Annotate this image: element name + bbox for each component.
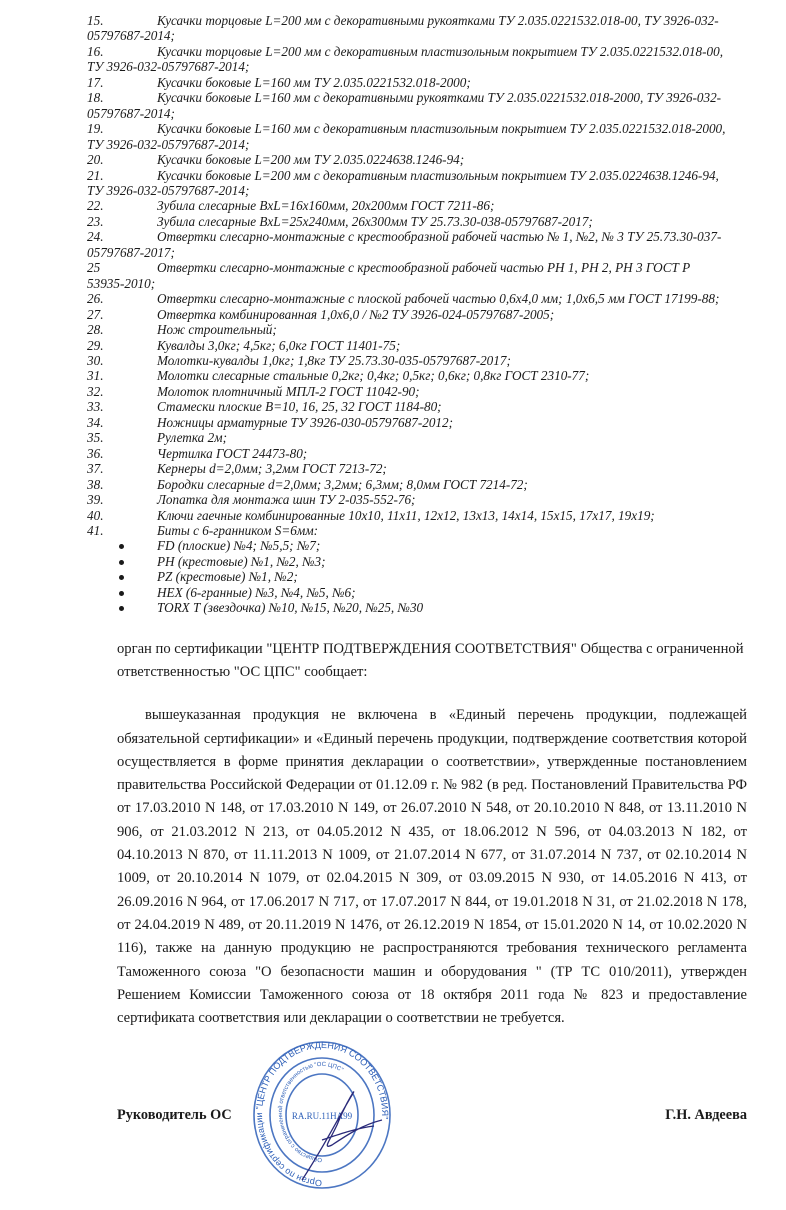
item-text: Стамески плоские В=10, 16, 25, 32 ГОСТ 1184-80; — [157, 399, 442, 415]
item-number: 34. — [87, 414, 104, 430]
list-item — [87, 214, 730, 229]
item-number: 24. — [87, 229, 104, 245]
item-number: 32. — [87, 383, 104, 399]
item-text: Нож строительный; — [157, 322, 277, 338]
item-number: 22. — [87, 198, 104, 214]
signatory-role: Руководитель ОС — [117, 1106, 232, 1123]
list-item — [87, 523, 730, 538]
item-number: 33. — [87, 399, 104, 415]
item-number: 21. — [87, 167, 104, 183]
item-number: 30. — [87, 352, 104, 368]
bullet-item — [87, 569, 730, 584]
item-text: Кусачки боковые L=160 мм с декоративными рукоятками ТУ 2.035.0221532.018-2000, ТУ 3926-032-05797687-2014; — [87, 90, 722, 121]
item-text: Ключи гаечные комбинированные 10x10, 11x11, 12x12, 13x13, 14x14, 15x15, 17x17, 19x19; — [157, 507, 655, 523]
item-number: 40. — [87, 507, 104, 523]
item-text: Зубила слесарные BxL=16x160мм, 20x200мм ГОСТ 7211-86; — [157, 198, 495, 214]
item-text: Ножницы арматурные ТУ 3926-030-05797687-2012; — [157, 414, 453, 430]
list-item — [87, 260, 730, 291]
list-item — [87, 461, 730, 476]
list-item — [87, 384, 730, 399]
bullet-item — [87, 600, 730, 615]
bullet-icon — [119, 575, 124, 580]
item-text: Кусачки торцовые L=200 мм с декоративными рукоятками ТУ 2.035.0221532.018-00, ТУ 3926-032-05797687-2014; — [87, 13, 719, 44]
list-item — [87, 446, 730, 461]
bit-types-list — [87, 538, 730, 615]
intro-paragraph: орган по сертификации "ЦЕНТР ПОДТВЕРЖДЕНИЯ СООТВЕТСТВИЯ" Общества с ограниченной ответственностью "ОС ЦПС" сообщает: — [117, 640, 744, 680]
stamp-code: RA.RU.11HA99 — [291, 1111, 352, 1122]
bullet-text: HEX (6-гранные) №3, №4, №5, №6; — [157, 584, 356, 600]
item-text: Кусачки боковые L=160 мм ТУ 2.035.0221532.018-2000; — [157, 74, 471, 90]
bullet-text: PZ (крестовые) №1, №2; — [157, 569, 298, 585]
bullet-item — [87, 585, 730, 600]
list-item — [87, 508, 730, 523]
item-number: 26. — [87, 291, 104, 307]
item-number: 23. — [87, 213, 104, 229]
item-text: Кувалды 3,0кг; 4,5кг; 6,0кг ГОСТ 11401-75; — [157, 337, 401, 353]
item-text: Молоток плотничный МПЛ-2 ГОСТ 11042-90; — [157, 383, 420, 399]
item-text: Бородки слесарные d=2,0мм; 3,2мм; 6,3мм; 8,0мм ГОСТ 7214-72; — [157, 476, 528, 492]
item-text: Кусачки боковые L=200 мм с декоративным пластизольным покрытием ТУ 2.035.0224638.1246-94, ТУ 3926-032-05797687-2014; — [87, 167, 719, 198]
item-text: Кусачки боковые L=160 мм с декоративным пластизольным покрытием ТУ 2.035.0221532.018-2000, ТУ 3926-032-05797687-2014; — [87, 121, 726, 152]
list-item — [87, 13, 730, 44]
item-text: Рулетка 2м; — [157, 430, 227, 446]
item-number: 37. — [87, 461, 104, 477]
bullet-text: PH (крестовые) №1, №2, №3; — [157, 553, 326, 569]
list-item — [87, 229, 730, 260]
list-item — [87, 368, 730, 383]
bullet-icon — [119, 544, 124, 549]
item-text: Кернеры d=2,0мм; 3,2мм ГОСТ 7213-72; — [157, 461, 387, 477]
bullet-icon — [119, 591, 124, 596]
item-number: 16. — [87, 43, 104, 59]
list-item — [87, 430, 730, 445]
item-number: 15. — [87, 13, 104, 28]
bullet-icon — [119, 560, 124, 565]
list-item — [87, 75, 730, 90]
body-paragraph: вышеуказанная продукция не включена в «Единый перечень продукции, подлежащей обязательной сертификации» и «Единый перечень продукции, подтверждение соответствия которой осуществляется в форме принятия декларации о соответствии», утвержденные постановлением правительства Российской Федерации от 01.12.09 г. № 982 (в ред. Постановлений Правительства РФ от 17.03.2010 N 148, от 17.03.2010 N 149, от 26.07.2010 N 548, от 20.10.2010 N 848, от 13.11.2010 N 906, от 21.03.2012 N 213, от 04.05.2012 N 435, от 18.06.2012 N 596, от 04.03.2013 N 182, от 04.10.2013 N 870, от 11.11.2013 N 1009, от 21.07.2014 N 677, от 31.07.2014 N 737, от 02.10.2014 N 1009, от 20.10.2014 N 1079, от 02.04.2015 N 309, от 03.09.2015 N 930, от 14.05.2016 N 413, от 26.09.2016 N 964, от 17.06.2017 N 717, от 17.07.2017 N 844, от 19.01.2018 N 31, от 21.02.2018 N 178, от 24.04.2019 N 489, от 20.11.2019 N 1476, от 26.12.2019 N 1854, от 15.01.2020 N 14, от 10.02.2020 N 116), также на данную продукцию не распространяются требования технического регламента Таможенного союза "О безопасности машин и оборудования " (ТР ТС 010/2011), утвержден Решением Комиссии Таможенного союза от 18 октября 2011 года № 823 и предоставление сертификата соответствия или декларации о соответствии не требуется. — [117, 707, 747, 1027]
item-number: 25 — [87, 260, 101, 276]
list-item — [87, 399, 730, 414]
item-number: 19. — [87, 121, 104, 137]
item-number: 31. — [87, 368, 104, 384]
item-text: Кусачки торцовые L=200 мм с декоративным пластизольным покрытием ТУ 2.035.0221532.018-00, ТУ 3926-032-05797687-2014; — [87, 43, 724, 75]
item-text: Биты с 6-гранником S=6мм: — [157, 522, 319, 538]
list-item — [87, 168, 730, 199]
bullet-item — [87, 554, 730, 569]
item-text: Чертилка ГОСТ 24473-80; — [157, 445, 308, 461]
list-item — [87, 415, 730, 430]
list-item — [87, 198, 730, 213]
item-number: 27. — [87, 306, 104, 322]
item-text: Отвертки слесарно-монтажные с плоской рабочей частью 0,6х4,0 мм; 1,0х6,5 мм ГОСТ 17199-88; — [157, 291, 720, 307]
item-text: Лопатка для монтажа шин ТУ 2-035-552-76; — [157, 492, 416, 508]
item-number: 28. — [87, 322, 104, 338]
item-number: 39. — [87, 492, 104, 508]
item-text: Отвертка комбинированная 1,0х6,0 / №2 ТУ 3926-024-05797687-2005; — [157, 306, 555, 322]
list-item — [87, 477, 730, 492]
product-list — [87, 13, 730, 616]
stamp-inner-text: Общество с ограниченной ответственностью "ОС ЦПС" — [277, 1062, 344, 1163]
signatory-name: Г.Н. Авдеева — [665, 1106, 747, 1123]
item-number: 17. — [87, 74, 104, 90]
signature-row — [117, 1040, 747, 1190]
item-number: 35. — [87, 430, 104, 446]
list-item — [87, 353, 730, 368]
bullet-text: FD (плоские) №4; №5,5; №7; — [157, 538, 321, 554]
item-text: Молотки слесарные стальные 0,2кг; 0,4кг; 0,5кг; 0,6кг; 0,8кг ГОСТ 2310-77; — [157, 368, 590, 384]
item-text: Молотки-кувалды 1,0кг; 1,8кг ТУ 25.73.30-035-05797687-2017; — [157, 352, 511, 368]
item-number: 36. — [87, 445, 104, 461]
list-item — [87, 121, 730, 152]
list-item — [87, 152, 730, 167]
item-number: 20. — [87, 152, 104, 168]
list-item — [87, 307, 730, 322]
list-item — [87, 338, 730, 353]
list-item — [87, 322, 730, 337]
stamp-outer-text: Орган по сертификации "ЦЕНТР ПОДТВЕРЖДЕНИЯ СООТВЕТСТВИЯ" — [253, 1040, 390, 1189]
item-text: Отвертки слесарно-монтажные с крестообразной рабочей частью РН 1, РН 2, РН 3 ГОСТ Р 53935-2010; — [87, 260, 691, 291]
item-text: Зубила слесарные BxL=25x240мм, 26x300мм ТУ 25.73.30-038-05797687-2017; — [157, 213, 593, 229]
item-number: 41. — [87, 522, 104, 538]
list-item — [87, 291, 730, 306]
certification-stamp — [252, 1040, 392, 1190]
bullet-item — [87, 538, 730, 553]
bullet-text: TORX T (звездочка) №10, №15, №20, №25, №30 — [157, 600, 424, 616]
bullet-icon — [119, 606, 124, 611]
item-number: 18. — [87, 90, 104, 106]
item-number: 38. — [87, 476, 104, 492]
item-number: 29. — [87, 337, 104, 353]
item-text: Кусачки боковые L=200 мм ТУ 2.035.0224638.1246-94; — [157, 152, 465, 168]
list-item — [87, 492, 730, 507]
list-item — [87, 90, 730, 121]
item-text: Отвертки слесарно-монтажные с крестообразной рабочей частью № 1, №2, № 3 ТУ 25.73.30-037-05797687-2017; — [87, 229, 722, 260]
list-item — [87, 44, 730, 75]
